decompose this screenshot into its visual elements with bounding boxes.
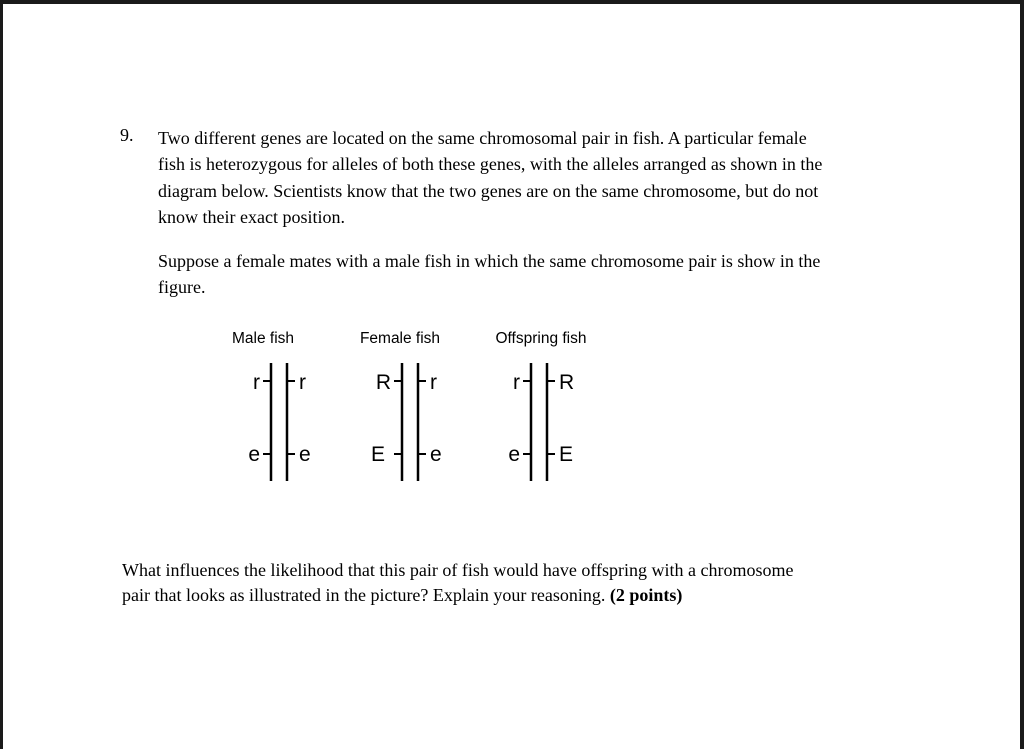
allele-label: e — [508, 443, 520, 466]
allele-label: r — [513, 371, 520, 394]
allele-label: e — [248, 443, 260, 466]
allele-label: e — [299, 443, 311, 466]
paragraph-line: Suppose a female mates with a male fish in which the same chromosome pair is show in the — [158, 251, 821, 271]
prompt-line-text: pair that looks as illustrated in the picture? Explain your reasoning. — [122, 584, 610, 605]
allele-label: E — [559, 443, 574, 466]
allele-label: r — [299, 371, 306, 394]
paragraph-line: figure. — [158, 277, 206, 298]
allele-label: E — [370, 443, 385, 466]
prompt-line-2 — [122, 583, 794, 608]
allele-label: e — [430, 443, 442, 466]
fish-label: Female fish — [359, 330, 441, 347]
offspring-fish-diagram — [495, 330, 586, 481]
paragraph-line: diagram below. Scientists know that the two genes are on the same chromosome, but do not — [158, 180, 819, 201]
female-fish-diagram — [360, 330, 442, 481]
fish-label: Offspring fish — [495, 330, 587, 347]
question-number: 9. — [120, 125, 134, 145]
allele-label: r — [430, 371, 437, 394]
points-label: (2 points) — [609, 584, 683, 605]
paragraph-line: know their exact position. — [158, 206, 345, 227]
allele-label: R — [375, 371, 391, 394]
allele-label: r — [253, 371, 260, 394]
male-fish-diagram — [232, 330, 311, 481]
paragraph-line: fish is heterozygous for alleles of both these genes, with the alleles arranged as shown in the — [158, 154, 823, 175]
allele-label: R — [559, 371, 575, 394]
fish-label: Male fish — [231, 330, 295, 347]
question-prompt — [122, 558, 794, 607]
paragraph-line: Two different genes are located on the same chromosomal pair in fish. A particular female — [158, 128, 807, 148]
prompt-line: What influences the likelihood that this pair of fish would have offspring with a chromosome — [122, 560, 794, 580]
